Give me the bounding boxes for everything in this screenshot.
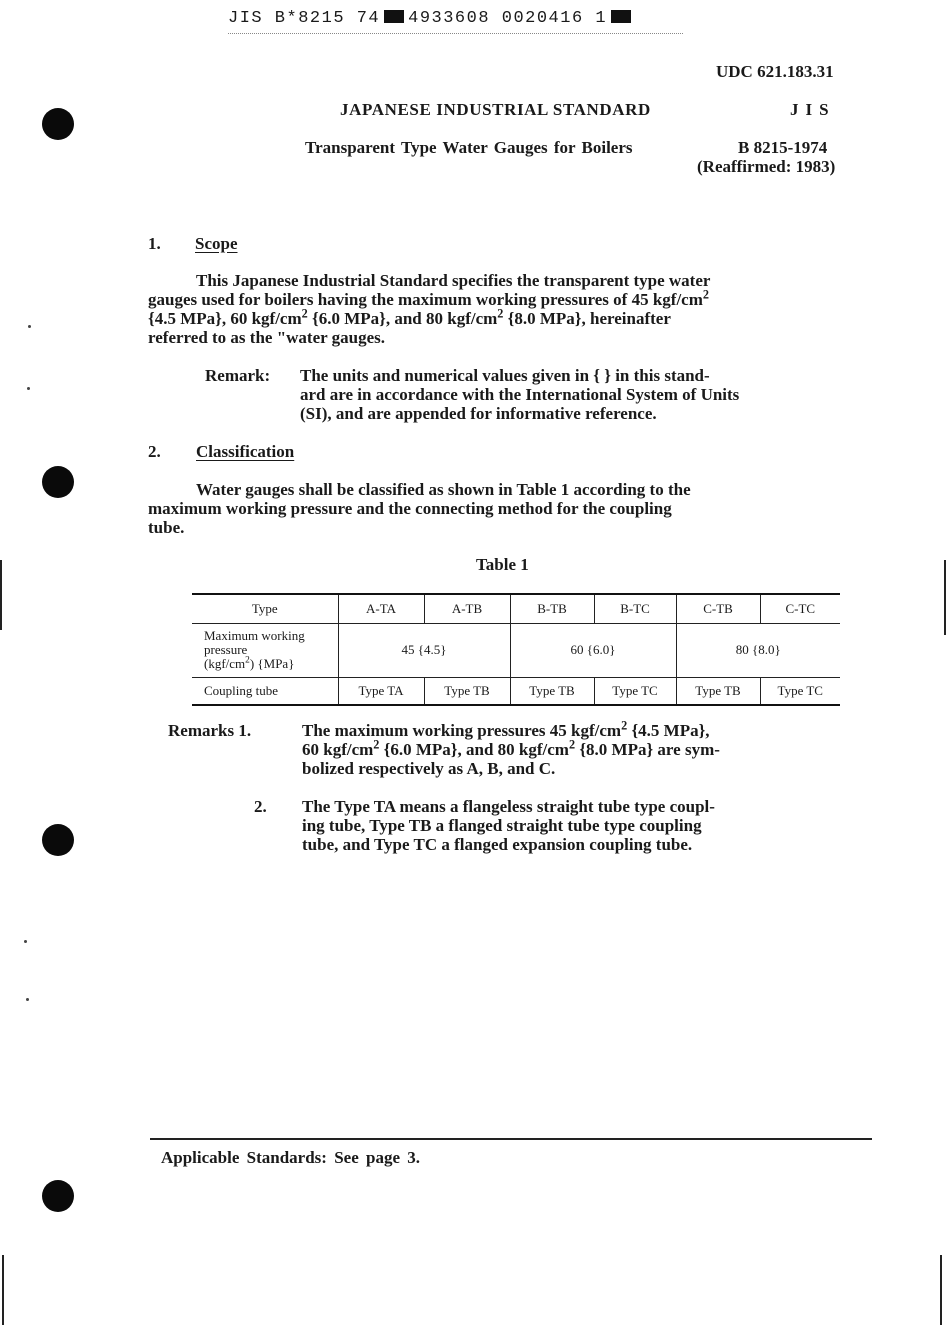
type-cell: A-TB [424, 594, 510, 623]
type-cell: B-TC [594, 594, 676, 623]
type-cell: C-TB [676, 594, 760, 623]
punch-hole [42, 1180, 74, 1212]
remark-1-line: 60 kgf/$cm^2$ {6.0 MPa}, and 80 kgf/$cm^2$ {8.0 MPa} are sym- [302, 737, 720, 759]
classification-line: maximum working pressure and the connecting method for the coupling [148, 499, 672, 518]
remarks-label: Remarks 1. [168, 721, 252, 740]
standard-number: B 8215-1974 [738, 138, 828, 157]
scan-header-numbers: 4933608 0020416 1 [408, 9, 608, 28]
black-block-icon [611, 10, 631, 23]
scan-edge-left [2, 1255, 4, 1325]
udc-number: UDC 621.183.31 [716, 62, 834, 81]
black-block-icon [384, 10, 404, 23]
table-row [192, 623, 840, 677]
remark-1-line: The maximum working pressures 45 kgf/$cm^2$ {4.5 MPa}, [302, 718, 710, 740]
scan-edge-left [0, 560, 2, 630]
scan-speck [24, 940, 27, 943]
header-cell-type: Type [192, 594, 338, 623]
remark-line: The units and numerical values given in { } in this stand- [300, 366, 710, 385]
type-cell: A-TA [338, 594, 424, 623]
scan-header [228, 9, 635, 28]
table-caption: Table 1 [476, 555, 529, 574]
remark-1-line: bolized respectively as A, B, and C. [302, 759, 556, 778]
section-number: 2. [148, 442, 161, 461]
scan-speck [28, 325, 31, 328]
coupling-cell: Type TC [760, 677, 840, 705]
type-cell: C-TC [760, 594, 840, 623]
coupling-cell: Type TA [338, 677, 424, 705]
scope-paragraph [148, 271, 878, 347]
classification-line: Water gauges shall be classified as shown in Table 1 according to the [196, 480, 691, 499]
punch-hole [42, 824, 74, 856]
standard-heading: JAPANESE INDUSTRIAL STANDARD [340, 100, 651, 119]
document-title: Transparent Type Water Gauges for Boilers [305, 138, 633, 157]
scope-line: This Japanese Industrial Standard specifies the transparent type water [196, 271, 711, 290]
jis-mark: JIS [790, 100, 836, 119]
remark-2-line: tube, and Type TC a flanged expansion coupling tube. [302, 835, 693, 854]
remark-1-text [302, 718, 882, 778]
coupling-cell: Type TB [676, 677, 760, 705]
scope-line: gauges used for boilers having the maximum working pressures of 45 kgf/$cm^2$ [148, 287, 710, 309]
remark-label: Remark: [205, 366, 271, 385]
coupling-cell: Type TC [594, 677, 676, 705]
pressure-label-line: $(kgf/cm^2)$ {MPa} [204, 655, 295, 671]
remark-line: (SI), and are appended for informative reference. [300, 404, 657, 423]
table-row [192, 594, 840, 623]
pressure-label-line: Maximum working [204, 628, 305, 643]
scope-line: {4.5 MPa}, 60 kgf/$cm^2$ {6.0 MPa}, and 80 kgf/$cm^2$ {8.0 MPa}, hereinafter [148, 306, 671, 328]
scope-line: referred to as the "water gauges. [148, 328, 385, 347]
section-title-classification: Classification [196, 442, 295, 461]
punch-hole [42, 466, 74, 498]
footer-rule [150, 1138, 872, 1140]
section-title-scope: Scope [195, 234, 238, 253]
pressure-cell: 45 {4.5} [338, 623, 510, 677]
applicable-standards: Applicable Standards: See page 3. [161, 1148, 420, 1167]
punch-hole [42, 108, 74, 140]
remark-2-text [302, 797, 882, 854]
row-label-coupling: Coupling tube [192, 677, 338, 705]
remark-line: ard are in accordance with the International System of Units [300, 385, 740, 404]
remark-text [300, 366, 880, 423]
classification-line: tube. [148, 518, 185, 537]
section-number: 1. [148, 234, 161, 253]
classification-paragraph [148, 480, 878, 537]
classification-table [192, 593, 840, 706]
remark-2-line: ing tube, Type TB a flanged straight tube type coupling [302, 816, 702, 835]
coupling-cell: Type TB [510, 677, 594, 705]
coupling-cell: Type TB [424, 677, 510, 705]
row-label-pressure [192, 623, 338, 677]
remark-2-number: 2. [254, 797, 267, 816]
scan-header-rule [228, 33, 683, 34]
pressure-cell: 60 {6.0} [510, 623, 676, 677]
pressure-cell: 80 {8.0} [676, 623, 840, 677]
scan-edge-right [940, 1255, 942, 1325]
reaffirmed-year: (Reaffirmed: 1983) [697, 157, 836, 176]
scan-header-code: JIS B*8215 74 [228, 9, 381, 28]
remark-2-line: The Type TA means a flangeless straight tube type coupl- [302, 797, 715, 816]
scan-speck [27, 387, 30, 390]
type-cell: B-TB [510, 594, 594, 623]
table-row [192, 677, 840, 705]
scan-edge-right [944, 560, 946, 635]
scan-speck [26, 998, 29, 1001]
pressure-label-line: pressure [204, 642, 248, 657]
